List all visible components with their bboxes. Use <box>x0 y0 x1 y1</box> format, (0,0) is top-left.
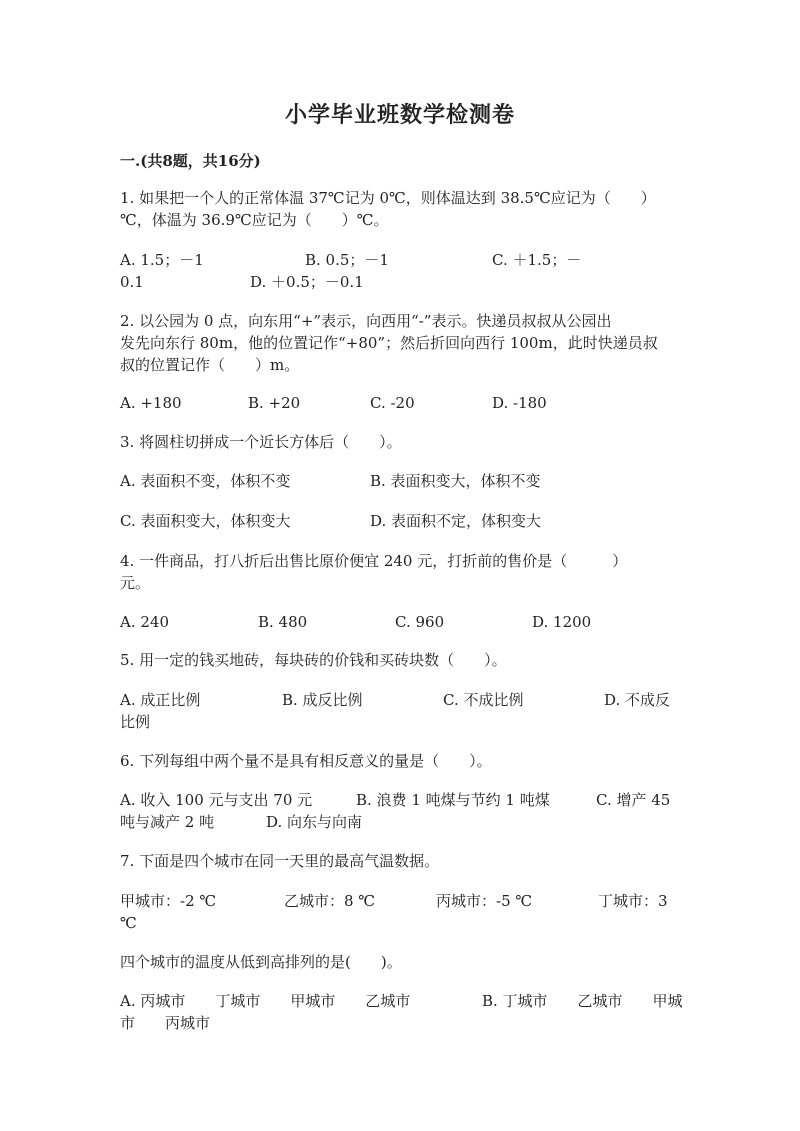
q6-option-c-wrap: 吨与减产 2 吨 <box>120 813 215 831</box>
q7-city-ding: 丁城市：3 <box>598 892 668 910</box>
q6-line-1: 6. 下列每组中两个量不是具有相反意义的量是（ ）。 <box>120 752 492 770</box>
q5-option-b: B. 成反比例 <box>282 691 363 709</box>
q2-line-2: 发先向东行 80m，他的位置记作“+80”；然后折回向西行 100m，此时快递员叔 <box>120 334 658 352</box>
q7-city-yi: 乙城市：8 ℃ <box>284 892 376 910</box>
q6-option-d: D. 向东与向南 <box>266 813 363 831</box>
q4-line-2: 元。 <box>120 574 151 592</box>
q1-line-2: ℃，体温为 36.9℃应记为（ ）℃。 <box>120 211 389 229</box>
q2-option-b: B. +20 <box>248 394 301 412</box>
q7-city-ding-wrap: ℃ <box>120 914 137 932</box>
q7-option-b-wrap: 市 丙城市 <box>120 1014 211 1032</box>
section-heading: 一.(共8题，共16分) <box>120 152 261 170</box>
q7-line-1: 7. 下面是四个城市在同一天里的最高气温数据。 <box>120 852 440 870</box>
q3-line-1: 3. 将圆柱切拼成一个近长方体后（ ）。 <box>120 433 402 451</box>
q2-option-a: A. +180 <box>120 394 182 412</box>
q1-option-c: C. ＋1.5；－ <box>492 251 582 269</box>
q3-option-c: C. 表面积变大，体积变大 <box>120 512 291 530</box>
q2-option-d: D. -180 <box>492 394 547 412</box>
q6-option-c: C. 增产 45 <box>596 791 671 809</box>
q3-option-d: D. 表面积不定，体积变大 <box>370 512 542 530</box>
q7-prompt: 四个城市的温度从低到高排列的是( )。 <box>120 953 402 971</box>
q5-option-c: C. 不成比例 <box>443 691 524 709</box>
q4-option-c: C. 960 <box>395 613 445 631</box>
q1-option-c-wrap: 0.1 <box>120 273 144 291</box>
q6-option-b: B. 浪费 1 吨煤与节约 1 吨煤 <box>356 791 550 809</box>
page-title: 小学毕业班数学检测卷 <box>284 102 515 128</box>
q5-option-d-wrap: 比例 <box>120 713 151 731</box>
q4-option-a: A. 240 <box>120 613 169 631</box>
q7-city-bing: 丙城市：-5 ℃ <box>436 892 533 910</box>
q4-line-1: 4. 一件商品，打八折后出售比原价便宜 240 元，打折前的售价是（ ） <box>120 552 628 570</box>
q3-option-a: A. 表面积不变，体积不变 <box>120 472 291 490</box>
q6-option-a: A. 收入 100 元与支出 70 元 <box>120 791 313 809</box>
q1-option-a: A. 1.5；－1 <box>120 251 204 269</box>
q5-option-a: A. 成正比例 <box>120 691 201 709</box>
q7-city-jia: 甲城市：-2 ℃ <box>120 892 217 910</box>
q5-line-1: 5. 用一定的钱买地砖，每块砖的价钱和买砖块数（ ）。 <box>120 651 507 669</box>
q3-option-b: B. 表面积变大，体积不变 <box>370 472 541 490</box>
q1-option-b: B. 0.5；－1 <box>305 251 389 269</box>
q1-line-1: 1. 如果把一个人的正常体温 37℃记为 0℃，则体温达到 38.5℃应记为（ ） <box>120 189 656 207</box>
q7-option-b: B. 丁城市 乙城市 甲城 <box>482 992 683 1010</box>
q4-option-d: D. 1200 <box>532 613 592 631</box>
q2-line-1: 2. 以公园为 0 点，向东用“+”表示，向西用“-”表示。快递员叔叔从公园出 <box>120 312 612 330</box>
q2-option-c: C. -20 <box>370 394 415 412</box>
q4-option-b: B. 480 <box>258 613 308 631</box>
q5-option-d: D. 不成反 <box>604 691 671 709</box>
q7-option-a: A. 丙城市 丁城市 甲城市 乙城市 <box>120 992 411 1010</box>
q2-line-3: 叔的位置记作（ ）m。 <box>120 356 300 374</box>
q1-option-d: D. ＋0.5；－0.1 <box>250 273 364 291</box>
